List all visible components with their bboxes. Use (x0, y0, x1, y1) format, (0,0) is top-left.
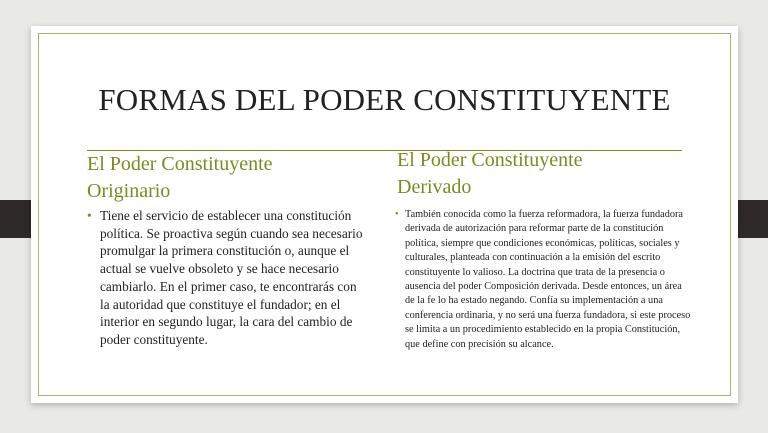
bullet-icon: • (395, 209, 399, 220)
left-column-text: Tiene el servicio de establecer una constitución política. Se proactiva según cuando sea necesario promulgar la primera constitución o, aunque el actual se vuelve obsoleto y se hace necesario cambiarlo. En el primer caso, te encontrarás con la autoridad que constituye el fundador; en el interior en segundo lugar, la cara del cambio de poder constituyente. (100, 208, 363, 347)
right-column-heading (397, 147, 677, 201)
right-column-body (395, 208, 691, 352)
left-column-heading (87, 151, 387, 205)
bullet-icon: • (87, 208, 92, 223)
slide-title: FORMAS DEL PODER CONSTITUYENTE (98, 82, 671, 117)
left-heading-line2: Originario (87, 180, 171, 202)
right-heading-line1: El Poder Constituyente (397, 149, 583, 171)
right-heading-line2: Derivado (397, 176, 472, 198)
left-column-body (87, 207, 369, 349)
left-heading-line1: El Poder Constituyente (87, 153, 273, 175)
slide-card (31, 26, 738, 403)
right-column-text: También conocida como la fuerza reformadora, la fuerza fundadora derivada de autorización para reformar parte de la constitución política, siempre que condiciones económicas, políticas, sociales y culturales, planteada con continuación a la emisión del escrito constituyente lo valioso. La doctrina que trata de la presencia o ausencia del poder Composición derivada. Desde entonces, un área de la fe lo ha estado negando. Confía su implementación a una conferencia ordinaria, y no será una fuerza fundadora, si este proceso se limita a un procedimiento establecido en la propia Constitución, que define con precisión su alcance. (405, 209, 691, 350)
